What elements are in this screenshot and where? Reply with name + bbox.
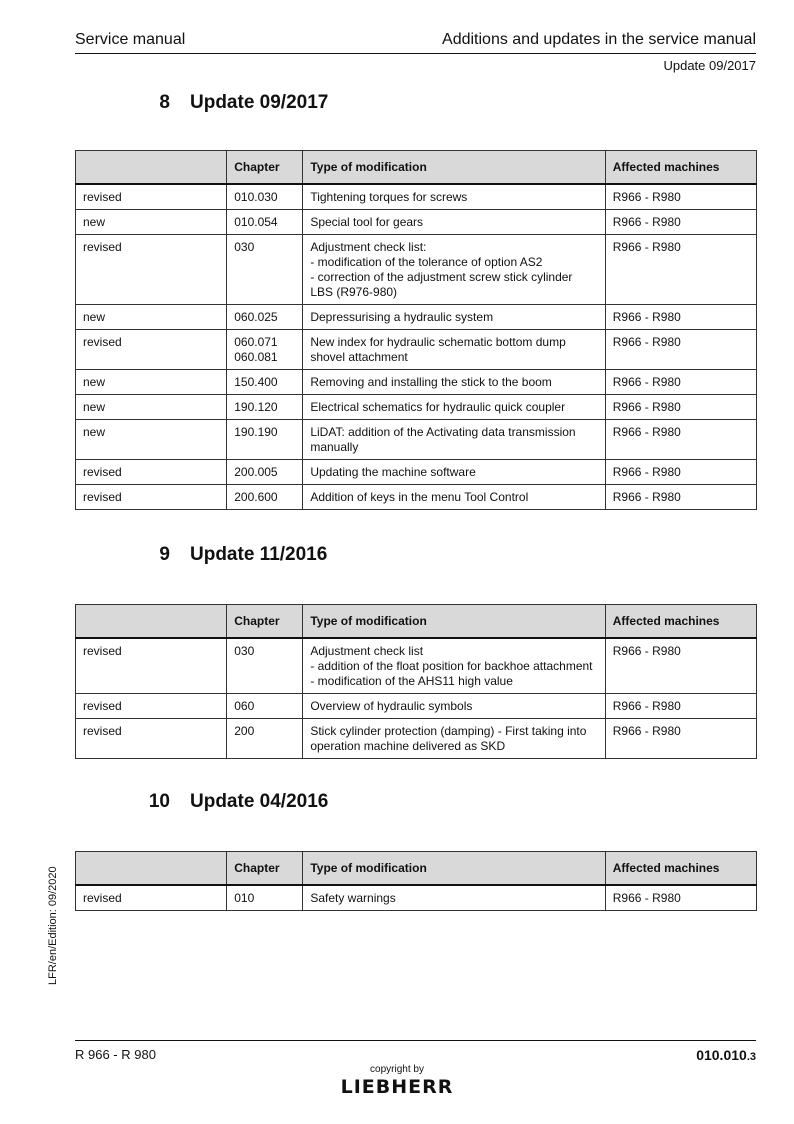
row-machines: R966 - R980: [605, 719, 756, 759]
header-left: Service manual: [75, 31, 186, 48]
liebherr-logo: LIEBHERR: [340, 1076, 454, 1098]
row-modification: Stick cylinder protection (damping) - First taking into operation machine delivered as SKD: [303, 719, 605, 759]
row-status: revised: [76, 885, 227, 911]
row-modification: New index for hydraulic schematic bottom dump shovel attachment: [303, 330, 605, 370]
row-machines: R966 - R980: [605, 885, 756, 911]
row-machines: R966 - R980: [605, 210, 756, 235]
row-machines: R966 - R980: [605, 305, 756, 330]
row-chapter: 010.054: [227, 210, 303, 235]
row-chapter: 190.120: [227, 395, 303, 420]
row-modification: Addition of keys in the menu Tool Control: [303, 485, 605, 510]
row-status: revised: [76, 694, 227, 719]
table-row: [76, 370, 757, 395]
row-machines: R966 - R980: [605, 485, 756, 510]
table-row: [76, 694, 757, 719]
table-body: [76, 885, 757, 911]
col-header-chapter: Chapter: [227, 151, 303, 185]
row-machines: R966 - R980: [605, 694, 756, 719]
section-heading-9: [75, 544, 756, 566]
table-row: [76, 719, 757, 759]
section-number: 9: [159, 544, 170, 565]
row-modification: Electrical schematics for hydraulic quick coupler: [303, 395, 605, 420]
table-body: [76, 638, 757, 759]
table-row: [76, 305, 757, 330]
row-chapter: 060.025: [227, 305, 303, 330]
page-code-suffix: .3: [746, 1051, 756, 1063]
edition-side-note: LFR/en/Edition: 09/2020: [47, 866, 59, 985]
section-heading-10: [75, 791, 756, 813]
copyright-text: copyright by: [370, 1064, 424, 1075]
row-chapter: 190.190: [227, 420, 303, 460]
table-row: [76, 184, 757, 210]
page-header: [75, 30, 756, 73]
row-status: revised: [76, 638, 227, 694]
footer-rule: [75, 1040, 756, 1041]
row-chapter: 060: [227, 694, 303, 719]
col-header-chapter: Chapter: [227, 605, 303, 639]
row-modification: Depressurising a hydraulic system: [303, 305, 605, 330]
row-machines: R966 - R980: [605, 330, 756, 370]
row-chapter: 150.400: [227, 370, 303, 395]
row-status: new: [76, 395, 227, 420]
row-status: revised: [76, 460, 227, 485]
update-table-9: [75, 604, 757, 759]
col-header-modification: Type of modification: [303, 151, 605, 185]
section-number: 10: [148, 791, 170, 812]
row-status: new: [76, 305, 227, 330]
table-row: [76, 460, 757, 485]
row-status: revised: [76, 184, 227, 210]
row-chapter: 200.600: [227, 485, 303, 510]
col-header-modification: Type of modification: [303, 852, 605, 886]
row-machines: R966 - R980: [605, 460, 756, 485]
row-chapter: 010.030: [227, 184, 303, 210]
section-title: Update 04/2016: [190, 791, 329, 812]
row-status: revised: [76, 719, 227, 759]
section-heading-8: [75, 92, 756, 114]
row-modification: Removing and installing the stick to the boom: [303, 370, 605, 395]
row-chapter: 200: [227, 719, 303, 759]
row-modification: Safety warnings: [303, 885, 605, 911]
col-header-status: [76, 605, 227, 639]
page-code: [696, 1047, 756, 1063]
row-status: new: [76, 210, 227, 235]
table-row: [76, 885, 757, 911]
table-row: [76, 485, 757, 510]
row-machines: R966 - R980: [605, 395, 756, 420]
row-machines: R966 - R980: [605, 370, 756, 395]
col-header-status: [76, 852, 227, 886]
row-chapter: 010: [227, 885, 303, 911]
row-machines: R966 - R980: [605, 184, 756, 210]
section-number: 8: [159, 92, 170, 113]
row-modification: LiDAT: addition of the Activating data transmission manually: [303, 420, 605, 460]
col-header-machines: Affected machines: [605, 151, 756, 185]
update-table-10: [75, 851, 757, 911]
row-machines: R966 - R980: [605, 638, 756, 694]
header-right: Additions and updates in the service manual: [442, 31, 756, 48]
table-row: [76, 330, 757, 370]
col-header-machines: Affected machines: [605, 852, 756, 886]
col-header-machines: Affected machines: [605, 605, 756, 639]
table-row: [76, 420, 757, 460]
col-header-modification: Type of modification: [303, 605, 605, 639]
table-row: [76, 210, 757, 235]
row-chapter: 030: [227, 638, 303, 694]
row-modification: Overview of hydraulic symbols: [303, 694, 605, 719]
row-modification: Adjustment check list - addition of the float position for backhoe attachment - modification of the AHS11 high value: [303, 638, 605, 694]
row-modification: Tightening torques for screws: [303, 184, 605, 210]
row-status: new: [76, 370, 227, 395]
table-row: [76, 235, 757, 305]
section-title: Update 09/2017: [190, 92, 329, 113]
row-status: revised: [76, 485, 227, 510]
row-chapter: 060.071 060.081: [227, 330, 303, 370]
update-table-8: [75, 150, 757, 510]
row-status: new: [76, 420, 227, 460]
page-footer: [75, 1040, 756, 1063]
row-chapter: 200.005: [227, 460, 303, 485]
row-machines: R966 - R980: [605, 420, 756, 460]
page-code-main: 010.010: [696, 1047, 747, 1063]
row-status: revised: [76, 235, 227, 305]
row-modification: Special tool for gears: [303, 210, 605, 235]
row-machines: R966 - R980: [605, 235, 756, 305]
col-header-status: [76, 151, 227, 185]
section-title: Update 11/2016: [190, 544, 328, 565]
row-status: revised: [76, 330, 227, 370]
header-sub: Update 09/2017: [663, 58, 756, 73]
row-modification: Adjustment check list: - modification of the tolerance of option AS2 - correction of the adjustment screw stick cylinder LBS (R976-980): [303, 235, 605, 305]
footer-model: R 966 - R 980: [75, 1047, 156, 1062]
header-rule: [75, 53, 756, 54]
table-row: [76, 638, 757, 694]
table-row: [76, 395, 757, 420]
row-chapter: 030: [227, 235, 303, 305]
table-body: [76, 184, 757, 510]
row-modification: Updating the machine software: [303, 460, 605, 485]
col-header-chapter: Chapter: [227, 852, 303, 886]
